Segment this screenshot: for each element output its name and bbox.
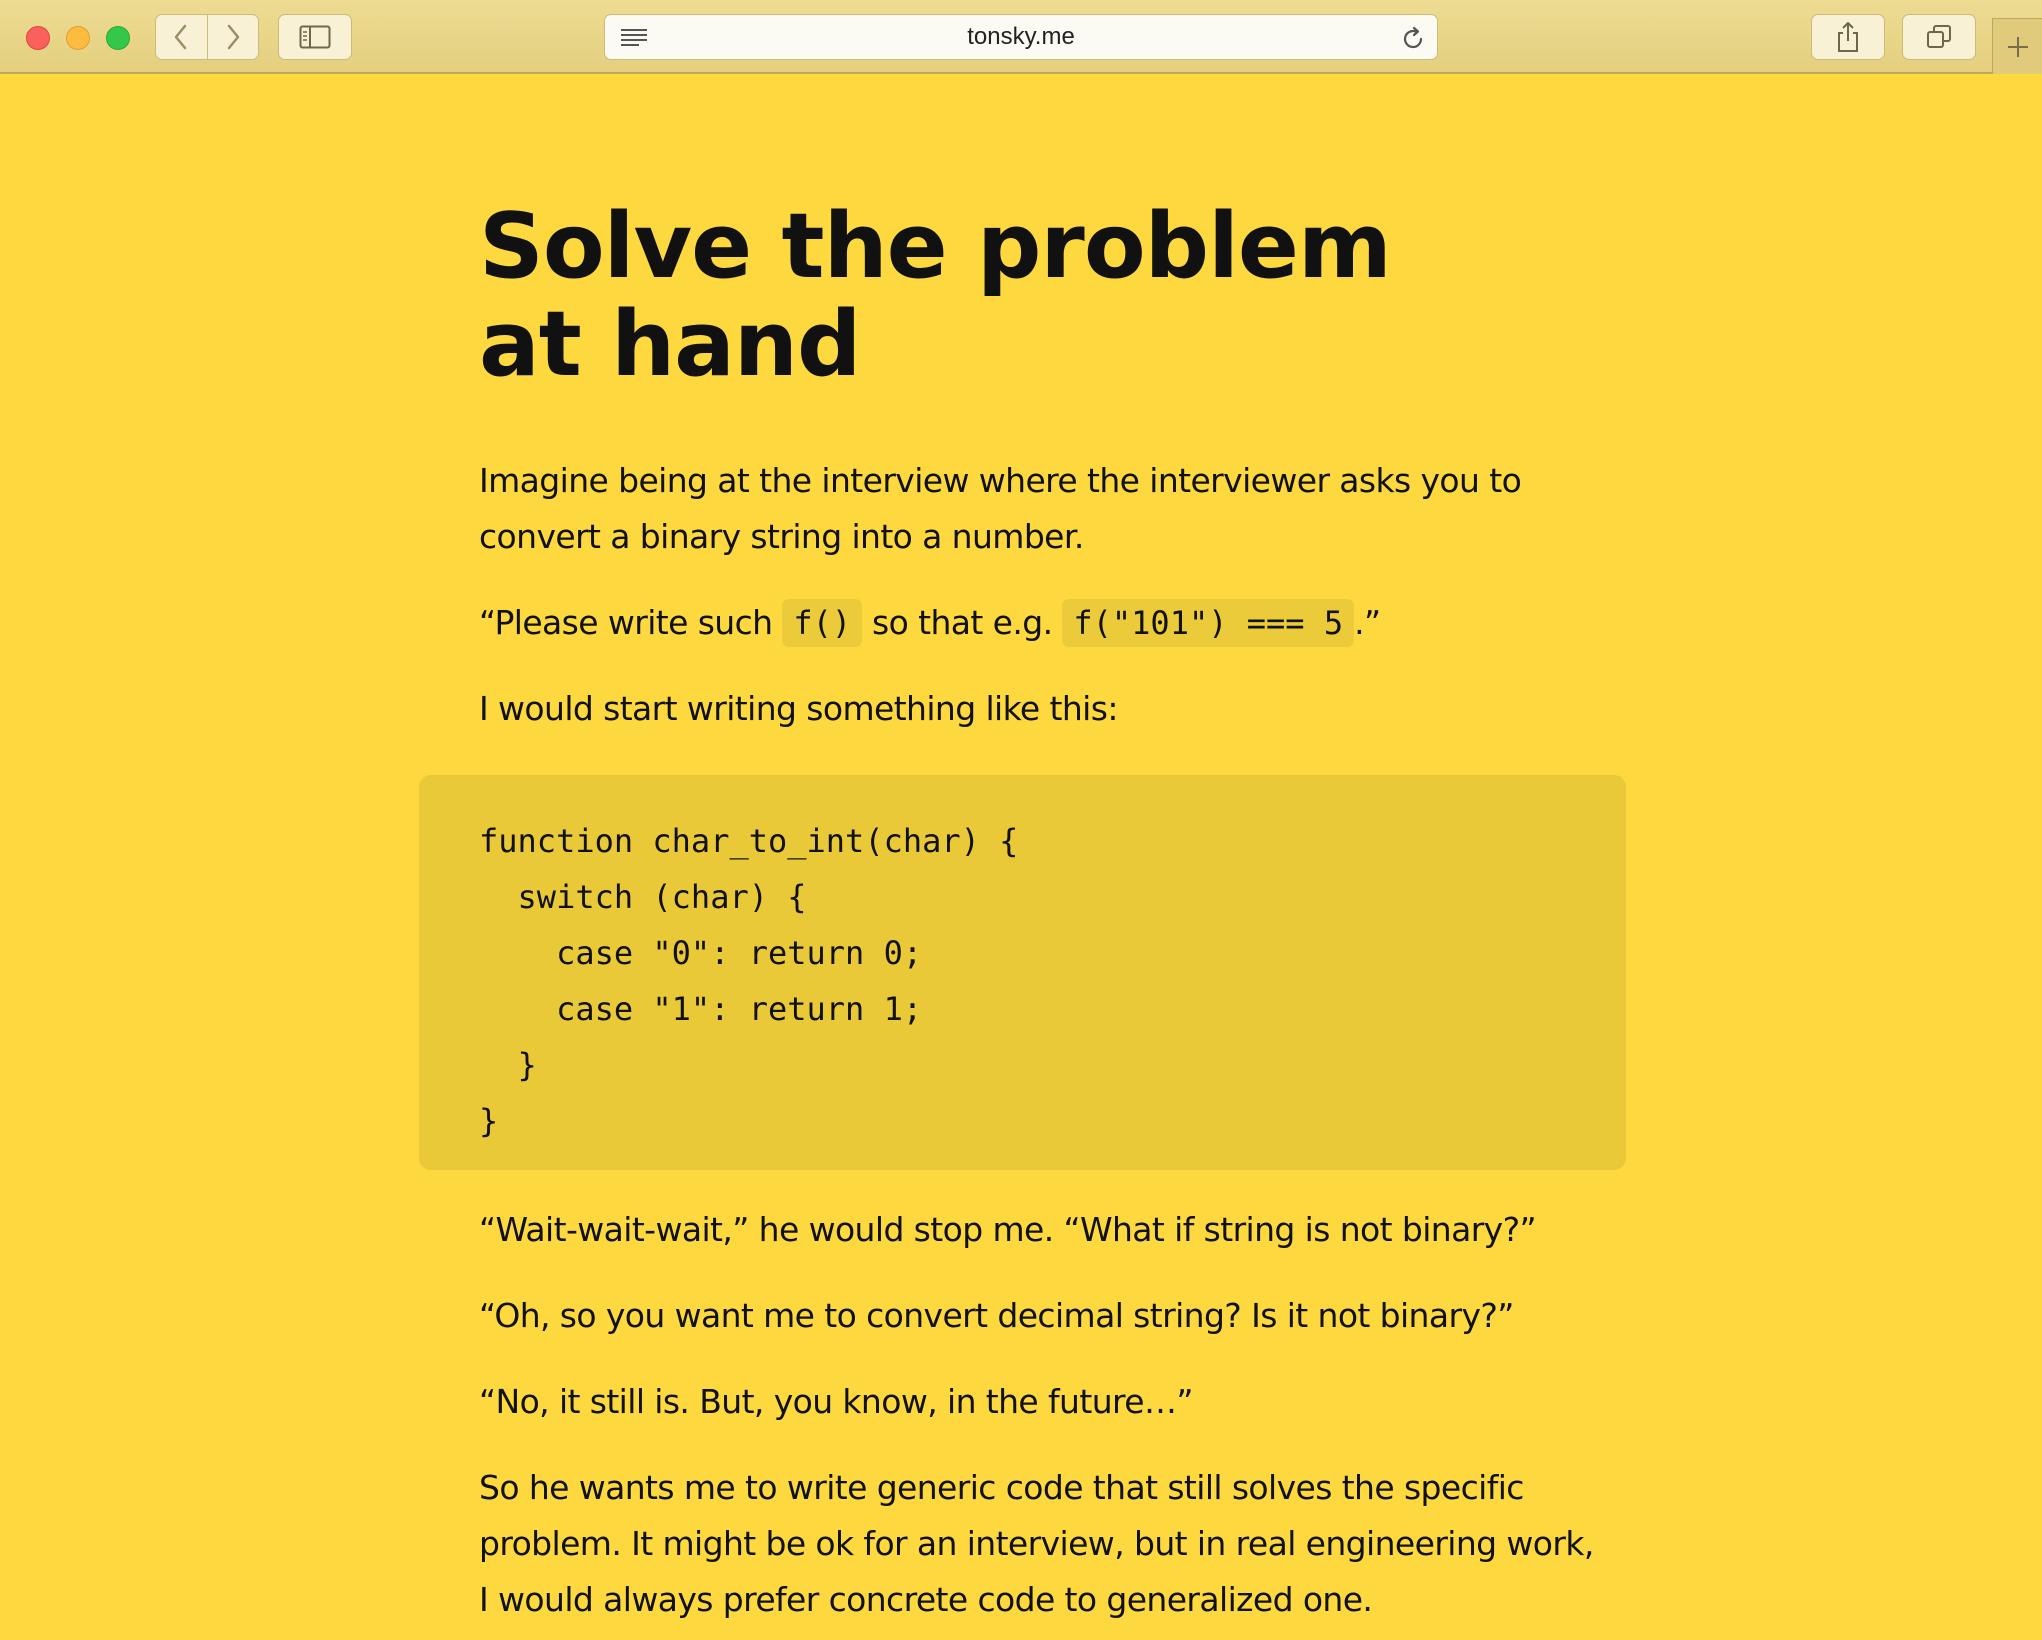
paragraph-conclusion: So he wants me to write generic code that still solves the specific problem. It might be ok for an interview, but in real engineering work, I would always prefer concrete code to generalized one. xyxy=(479,1468,1594,1619)
code-line: case "0": return 0; xyxy=(479,934,923,972)
reload-icon[interactable] xyxy=(1399,25,1427,53)
tab-overview-button[interactable] xyxy=(1902,14,1976,60)
browser-toolbar xyxy=(0,0,2042,74)
close-window-button[interactable] xyxy=(26,26,50,50)
code-block xyxy=(419,775,1626,1170)
plus-icon xyxy=(2006,35,2030,59)
paragraph-text: “Please write such xyxy=(479,603,783,642)
minimize-window-button[interactable] xyxy=(66,26,90,50)
paragraph-text: so that e.g. xyxy=(862,603,1063,642)
paragraph-decimal: “Oh, so you want me to convert decimal string? Is it not binary?” xyxy=(479,1296,1514,1335)
code-line: function char_to_int(char) { xyxy=(479,822,1019,860)
zoom-window-button[interactable] xyxy=(106,26,130,50)
chevron-left-icon xyxy=(172,23,190,51)
paragraph-text: .” xyxy=(1354,603,1381,642)
code-line: } xyxy=(479,1102,499,1140)
code-line: case "1": return 1; xyxy=(479,990,923,1028)
navigation-buttons xyxy=(155,14,259,60)
back-button[interactable] xyxy=(156,15,208,59)
tabs-icon xyxy=(1925,23,1953,51)
code-line: } xyxy=(479,1046,537,1084)
paragraph-intro: Imagine being at the interview where the interviewer asks you to convert a binary string into a number. xyxy=(479,461,1522,556)
paragraph-request xyxy=(479,595,1639,651)
paragraph-wait: “Wait-wait-wait,” he would stop me. “What if string is not binary?” xyxy=(479,1210,1537,1249)
chevron-right-icon xyxy=(224,23,242,51)
article-title: Solve the problem at hand xyxy=(479,194,1391,397)
paragraph-future: “No, it still is. But, you know, in the future…” xyxy=(479,1382,1193,1421)
address-bar[interactable] xyxy=(604,14,1438,60)
inline-code: f("101") === 5 xyxy=(1062,599,1354,647)
forward-button[interactable] xyxy=(208,15,259,59)
sidebar-icon xyxy=(299,25,331,49)
code-line: switch (char) { xyxy=(479,878,807,916)
sidebar-toggle-button[interactable] xyxy=(278,14,352,60)
article xyxy=(479,74,1639,1628)
share-button[interactable] xyxy=(1811,14,1885,60)
inline-code: f() xyxy=(782,599,862,647)
url-text: tonsky.me xyxy=(967,23,1075,50)
paragraph-start: I would start writing something like this: xyxy=(479,689,1118,728)
share-icon xyxy=(1835,21,1861,53)
new-tab-button[interactable] xyxy=(1992,18,2042,74)
